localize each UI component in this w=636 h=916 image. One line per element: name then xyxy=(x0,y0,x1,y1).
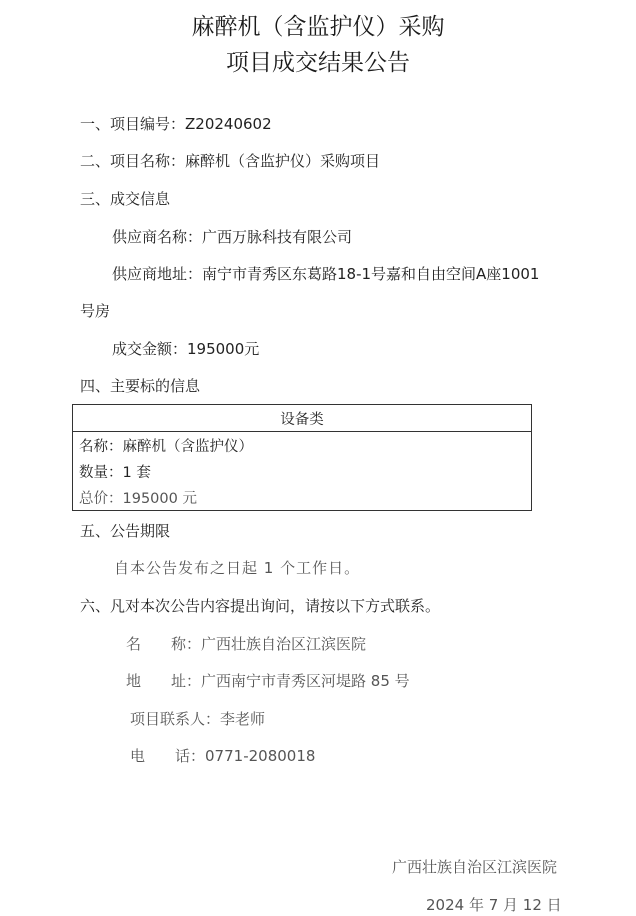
supplier-address: 供应商地址：南宁市青秀区东葛路18-1号嘉和自由空间A座1001 xyxy=(112,265,540,283)
section-main-items: 四、主要标的信息 xyxy=(80,377,201,395)
item-quantity: 数量：1 套 xyxy=(73,458,532,484)
document-title-line2: 项目成交结果公告 xyxy=(226,50,410,76)
contact-address-value: 广西南宁市青秀区河堤路 85 号 xyxy=(201,672,410,690)
footer-organization: 广西壮族自治区江滨医院 xyxy=(392,858,558,876)
section-project-number: 一、项目编号：Z20240602 xyxy=(80,115,272,133)
contact-person-row xyxy=(130,708,265,729)
contact-phone-value: 0771-2080018 xyxy=(205,747,316,765)
contact-address-label: 地 址： xyxy=(126,672,202,690)
contact-name-value: 广西壮族自治区江滨医院 xyxy=(201,635,367,653)
document-title-line1: 麻醉机（含监护仪）采购 xyxy=(191,14,445,40)
contact-name-label: 名 称： xyxy=(126,635,202,653)
footer-date: 2024 年 7 月 12 日 xyxy=(426,896,562,914)
item-name: 名称：麻醉机（含监护仪） xyxy=(73,432,532,459)
supplier-name: 供应商名称：广西万脉科技有限公司 xyxy=(112,228,353,246)
contact-name-row xyxy=(126,633,366,654)
contact-phone-row xyxy=(130,745,315,766)
deal-amount: 成交金额：195000元 xyxy=(112,340,260,358)
notice-period-text: 自本公告发布之日起 1 个工作日。 xyxy=(114,559,361,577)
supplier-address-continued: 号房 xyxy=(80,302,111,320)
item-total: 总价：195000 元 xyxy=(73,484,532,511)
contact-person-value: 李老师 xyxy=(220,710,266,728)
contact-phone-label: 电 话： xyxy=(130,747,206,765)
contact-person-label: 项目联系人： xyxy=(130,710,221,728)
items-table-header: 设备类 xyxy=(73,405,532,432)
contact-address-row xyxy=(126,670,410,691)
section-deal-info: 三、成交信息 xyxy=(80,190,171,208)
section-project-name: 二、项目名称：麻醉机（含监护仪）采购项目 xyxy=(80,152,381,170)
section-contact-intro: 六、凡对本次公告内容提出询问，请按以下方式联系。 xyxy=(80,597,441,615)
section-notice-period: 五、公告期限 xyxy=(80,522,171,540)
items-table xyxy=(72,404,532,511)
